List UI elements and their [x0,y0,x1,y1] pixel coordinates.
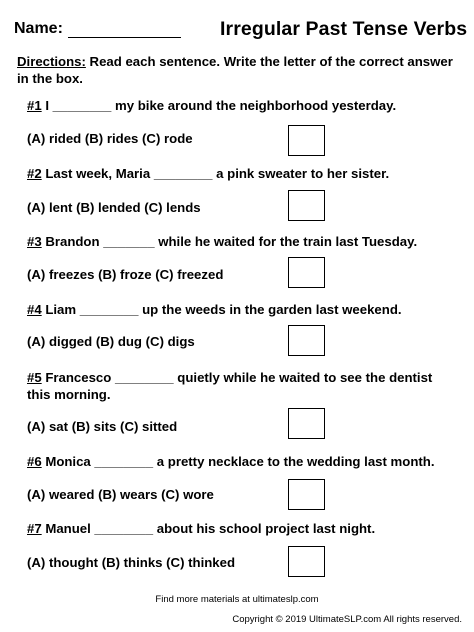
question-5-options: (A) sat (B) sits (C) sitted [27,419,178,434]
directions [17,53,462,87]
question-3-options: (A) freezes (B) froze (C) freezed [27,267,224,282]
question-7-sentence [27,520,375,537]
question-4-number: #4 [27,302,42,317]
question-2-text: Last week, Maria ________ a pink sweater to her sister. [41,166,390,181]
question-3-answer-box[interactable] [288,257,325,288]
question-6-options: (A) weared (B) wears (C) wore [27,487,214,502]
footer-copyright: Copyright © 2019 UltimateSLP.com All rights reserved. [232,614,462,625]
worksheet-title: Irregular Past Tense Verbs [220,18,468,40]
question-5-number: #5 [27,370,42,385]
footer-more-materials: Find more materials at ultimateslp.com [155,594,319,605]
question-3-sentence [27,233,417,250]
question-1-answer-box[interactable] [288,125,325,156]
directions-label: Directions: [17,54,86,69]
question-1-sentence [27,97,396,114]
question-4-sentence [27,301,402,318]
directions-text: Read each sentence. Write the letter of the correct answer in the box. [17,54,453,86]
question-7-text: Manuel ________ about his school project last night. [41,521,376,536]
question-2-options: (A) lent (B) lended (C) lends [27,200,201,215]
question-6-number: #6 [27,454,42,469]
question-4-text: Liam ________ up the weeds in the garden last weekend. [41,302,402,317]
question-1-text: I ________ my bike around the neighborhood yesterday. [41,98,397,113]
question-5-text: Francesco ________ quietly while he waited to see the dentist this morning. [27,370,433,402]
question-5-answer-box[interactable] [288,408,325,439]
name-label: Name: [14,20,63,37]
question-7-number: #7 [27,521,42,536]
question-6-text: Monica ________ a pretty necklace to the wedding last month. [41,454,435,469]
question-4-options: (A) digged (B) dug (C) digs [27,334,195,349]
name-blank-line[interactable] [68,37,181,38]
question-7-options: (A) thought (B) thinks (C) thinked [27,555,236,570]
question-2-answer-box[interactable] [288,190,325,221]
question-4-answer-box[interactable] [288,325,325,356]
question-3-text: Brandon _______ while he waited for the train last Tuesday. [41,234,418,249]
question-5-sentence [27,369,447,403]
question-7-answer-box[interactable] [288,546,325,577]
question-2-number: #2 [27,166,42,181]
question-2-sentence [27,165,389,182]
question-6-sentence [27,453,435,470]
question-3-number: #3 [27,234,42,249]
question-6-answer-box[interactable] [288,479,325,510]
question-1-number: #1 [27,98,42,113]
question-1-options: (A) rided (B) rides (C) rode [27,131,193,146]
